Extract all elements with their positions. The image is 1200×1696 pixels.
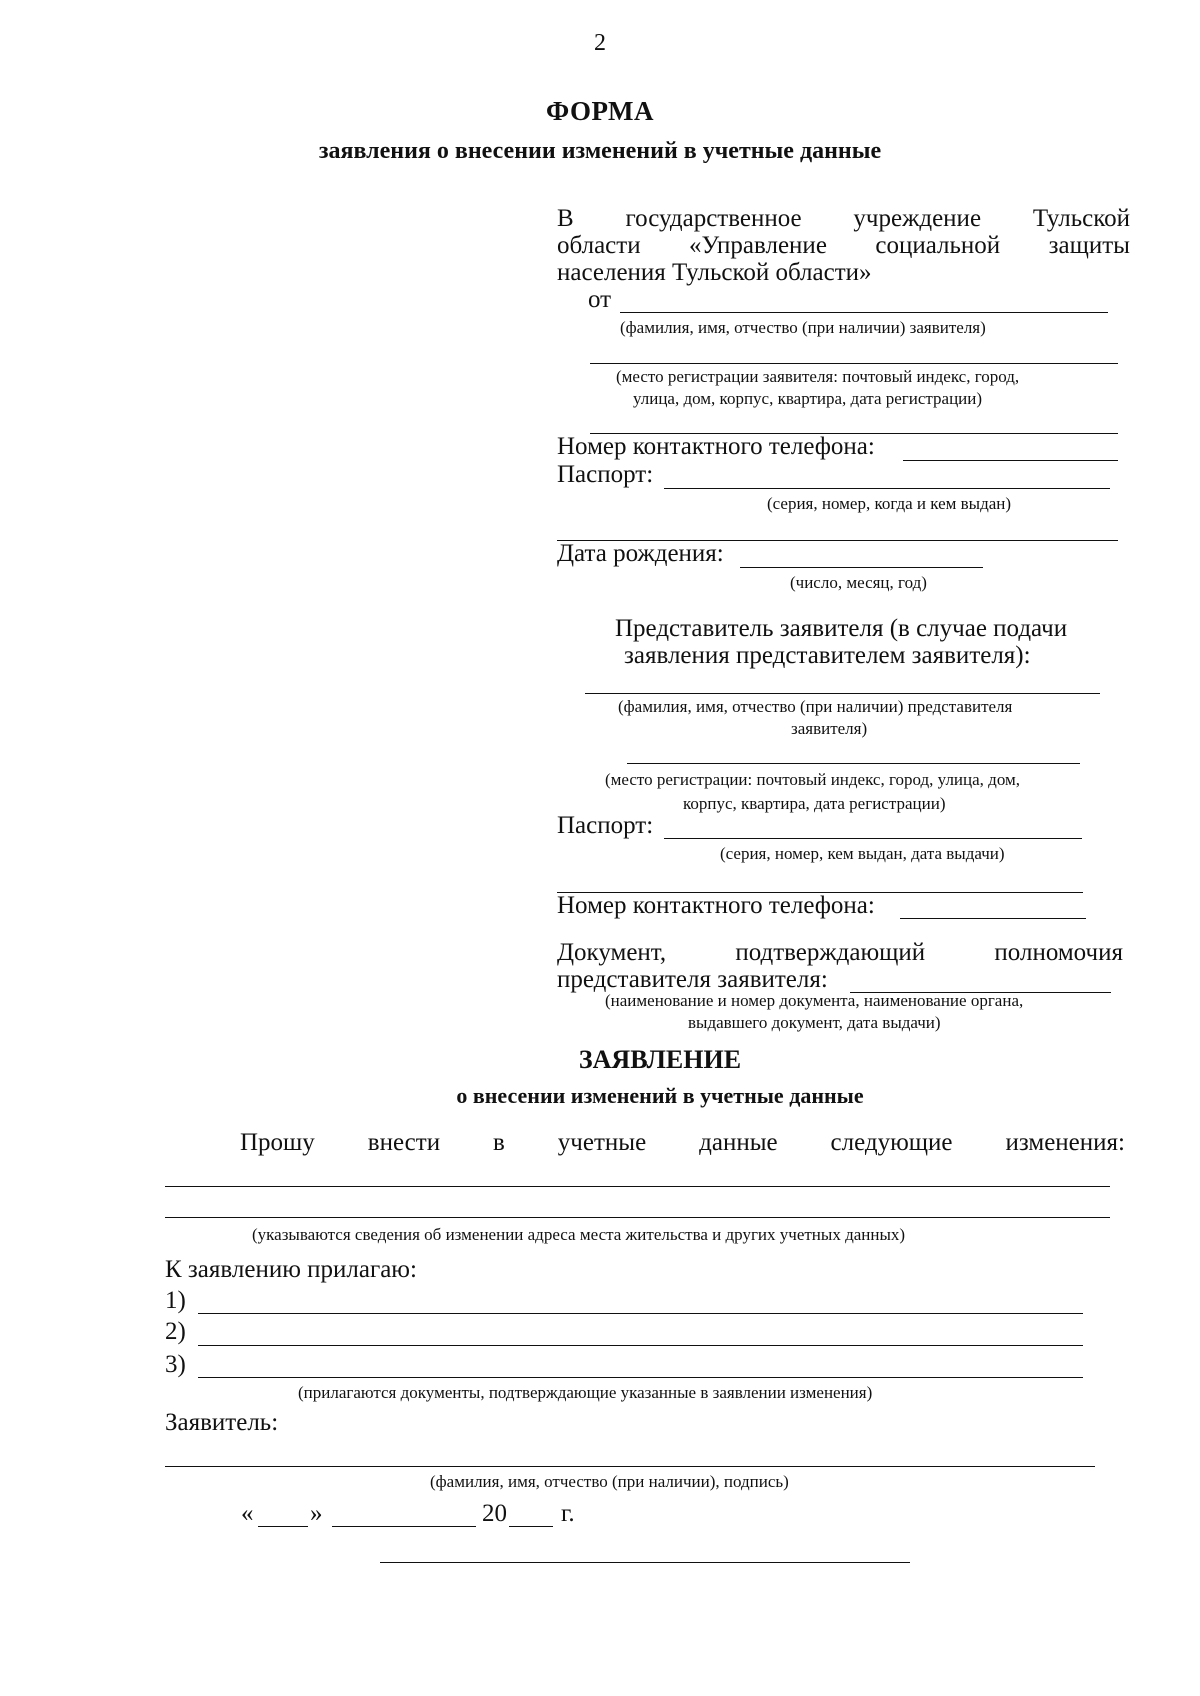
birth-date-label: Дата рождения: bbox=[557, 540, 724, 567]
authority-doc-line-2: представителя заявителя: bbox=[557, 966, 828, 993]
rep-passport-label: Паспорт: bbox=[557, 812, 654, 839]
attachment-field-2[interactable] bbox=[198, 1345, 1083, 1346]
date-day-field[interactable] bbox=[258, 1526, 308, 1527]
date-month-field[interactable] bbox=[332, 1526, 476, 1527]
representative-header-1: Представитель заявителя (в случае подачи bbox=[615, 615, 1068, 642]
recipient-word: учреждение bbox=[853, 205, 982, 232]
authority-doc-word: подтверждающий bbox=[735, 939, 926, 966]
recipient-word: области bbox=[557, 232, 641, 259]
birth-date-hint: (число, месяц, год) bbox=[790, 573, 927, 592]
form-subtitle: заявления о внесении изменений в учетные данные bbox=[318, 138, 882, 164]
attachment-number: 3) bbox=[165, 1351, 186, 1378]
rep-phone-label: Номер контактного телефона: bbox=[557, 892, 875, 919]
applicant-address-hint-1: (место регистрации заявителя: почтовый индекс, город, bbox=[616, 367, 1020, 386]
signature-field[interactable] bbox=[165, 1466, 1095, 1467]
rep-address-field[interactable] bbox=[627, 763, 1080, 764]
attachment-number: 2) bbox=[165, 1318, 186, 1345]
changes-field-1[interactable] bbox=[165, 1186, 1110, 1187]
statement-title: ЗАЯВЛЕНИЕ bbox=[578, 1045, 742, 1074]
recipient-word: защиты bbox=[1048, 232, 1130, 259]
rep-fio-hint-1: (фамилия, имя, отчество (при наличии) представителя bbox=[618, 697, 1013, 716]
statement-subtitle: о внесении изменений в учетные данные bbox=[456, 1083, 864, 1108]
rep-address-hint-2: корпус, квартира, дата регистрации) bbox=[683, 794, 946, 813]
applicant-fio-field[interactable] bbox=[620, 312, 1108, 313]
page-number: 2 bbox=[594, 30, 606, 56]
applicant-fio-hint: (фамилия, имя, отчество (при наличии) заявителя) bbox=[620, 318, 986, 337]
recipient-word: Тульской bbox=[1032, 205, 1130, 232]
recipient-word: В bbox=[557, 205, 574, 232]
applicant-passport-hint: (серия, номер, когда и кем выдан) bbox=[767, 494, 1012, 513]
request-word: в bbox=[493, 1129, 505, 1156]
from-label: от bbox=[588, 286, 612, 313]
applicant-phone-label: Номер контактного телефона: bbox=[557, 433, 875, 460]
recipient-line-3: населения Тульской области» bbox=[557, 259, 872, 286]
attachment-number: 1) bbox=[165, 1287, 186, 1314]
attachment-field-3[interactable] bbox=[198, 1377, 1083, 1378]
recipient-line-2 bbox=[557, 232, 1130, 260]
recipient-line-1 bbox=[557, 205, 1130, 233]
recipient-word: «Управление bbox=[689, 232, 827, 259]
date-close-quote: » bbox=[310, 1500, 323, 1527]
signature-hint: (фамилия, имя, отчество (при наличии), подпись) bbox=[430, 1472, 789, 1491]
recipient-word: социальной bbox=[875, 232, 1001, 259]
attachments-label: К заявлению прилагаю: bbox=[165, 1256, 417, 1283]
request-word: данные bbox=[699, 1129, 778, 1156]
request-word: следующие bbox=[830, 1129, 953, 1156]
request-word: Прошу bbox=[240, 1129, 315, 1156]
rep-passport-field[interactable] bbox=[664, 838, 1082, 839]
attachments-hint: (прилагаются документы, подтверждающие указанные в заявлении изменения) bbox=[298, 1383, 873, 1402]
applicant-label: Заявитель: bbox=[165, 1409, 279, 1436]
rep-phone-field[interactable] bbox=[900, 918, 1086, 919]
authority-doc-hint-2: выдавшего документ, дата выдачи) bbox=[688, 1013, 941, 1032]
bottom-signature-line[interactable] bbox=[380, 1562, 910, 1563]
rep-fio-hint-2: заявителя) bbox=[791, 719, 868, 738]
birth-date-field[interactable] bbox=[740, 567, 983, 568]
request-word: внести bbox=[367, 1129, 441, 1156]
applicant-passport-field[interactable] bbox=[664, 488, 1110, 489]
applicant-address-field[interactable] bbox=[590, 363, 1118, 364]
changes-hint: (указываются сведения об изменении адреса места жительства и других учетных данных) bbox=[252, 1225, 906, 1244]
request-word: изменения: bbox=[1005, 1129, 1125, 1156]
rep-address-hint-1: (место регистрации: почтовый индекс, город, улица, дом, bbox=[605, 770, 1020, 789]
date-year-field[interactable] bbox=[509, 1526, 553, 1527]
date-year-prefix: 20 bbox=[482, 1500, 507, 1527]
request-line bbox=[240, 1129, 1125, 1157]
attachment-field-1[interactable] bbox=[198, 1313, 1083, 1314]
applicant-passport-label: Паспорт: bbox=[557, 461, 654, 488]
date-year-suffix: г. bbox=[561, 1500, 575, 1527]
recipient-word: государственное bbox=[625, 205, 802, 232]
date-open-quote: « bbox=[241, 1500, 254, 1527]
request-word: учетные bbox=[557, 1129, 647, 1156]
authority-doc-word: полномочия bbox=[994, 939, 1123, 966]
form-title: ФОРМА bbox=[546, 96, 654, 126]
authority-doc-word: Документ, bbox=[557, 939, 667, 966]
rep-fio-field[interactable] bbox=[585, 693, 1100, 694]
authority-doc-line-1 bbox=[557, 939, 1123, 967]
applicant-phone-field[interactable] bbox=[903, 460, 1118, 461]
changes-field-2[interactable] bbox=[165, 1217, 1110, 1218]
authority-doc-hint-1: (наименование и номер документа, наименование органа, bbox=[605, 991, 1024, 1010]
applicant-address-hint-2: улица, дом, корпус, квартира, дата регистрации) bbox=[633, 389, 983, 408]
representative-header-2: заявления представителем заявителя): bbox=[624, 642, 1031, 669]
rep-passport-hint: (серия, номер, кем выдан, дата выдачи) bbox=[720, 844, 1005, 863]
